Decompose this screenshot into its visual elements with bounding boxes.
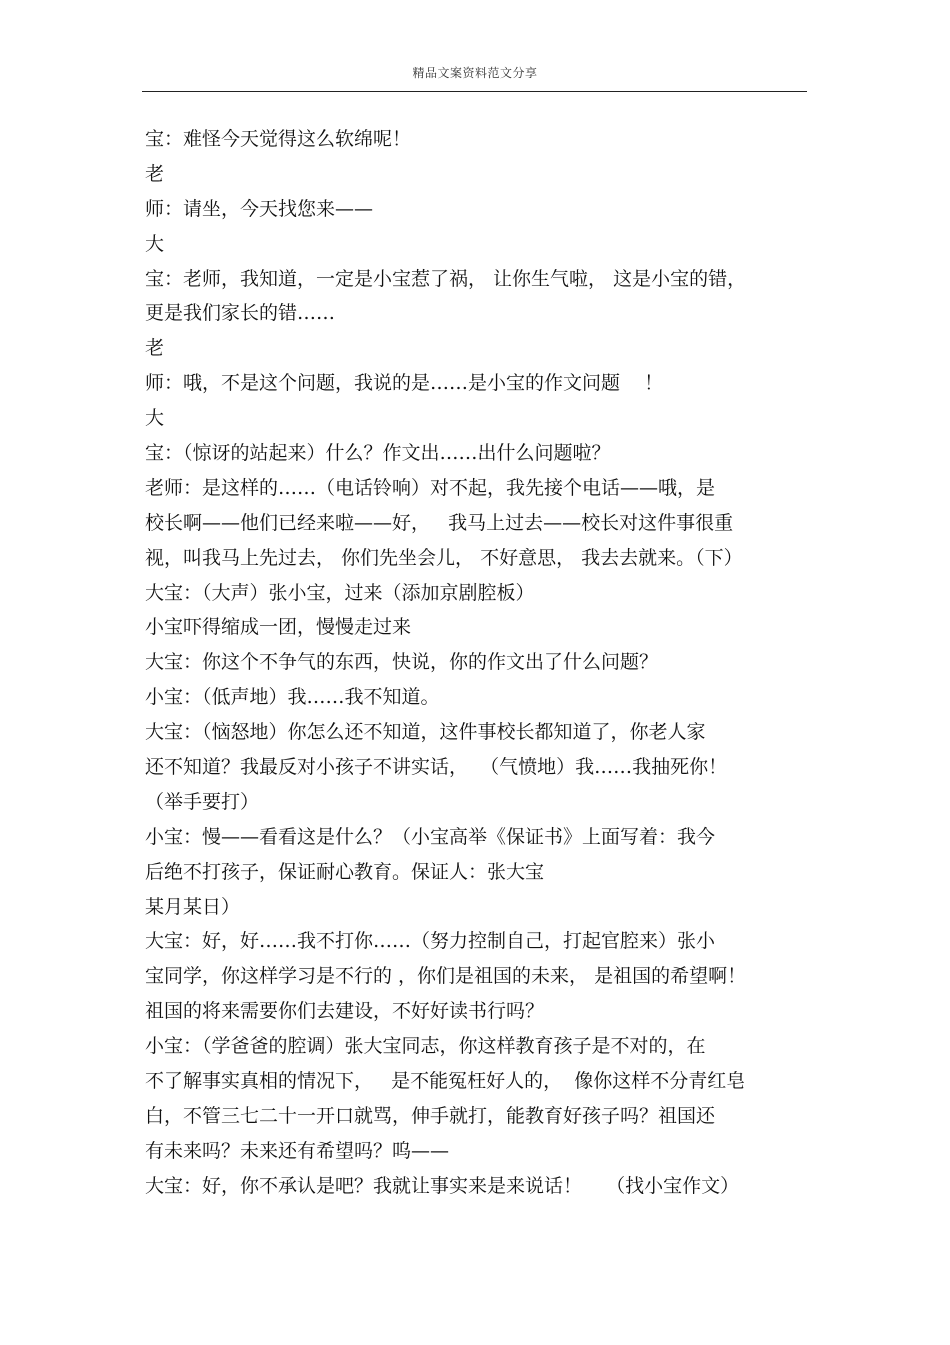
script-line: 某月某日）: [145, 895, 241, 918]
script-line: 宝同学，你这样学习是不行的 ，你们是祖国的未来， 是祖国的希望啊！: [145, 965, 747, 988]
script-line: 小宝：慢——看看这是什么？（小宝高举《保证书》上面写着：我今: [145, 825, 716, 848]
script-line: 老: [145, 337, 165, 360]
script-line: 老师：是这样的……（电话铃响）对不起，我先接个电话——哦，是: [145, 476, 716, 499]
script-line: 宝：（惊讶的站起来）什么？作文出……出什么问题啦？: [145, 442, 611, 465]
script-line: 大宝：好，你不承认是吧？我就让事实来是来说话！ （找小宝作文）: [145, 1174, 740, 1197]
script-line: 后绝不打孩子，保证耐心教育。保证人：张大宝: [145, 860, 545, 883]
script-line: 校长啊——他们已经来啦——好， 我马上过去——校长对这件事很重: [145, 511, 734, 534]
script-line: 宝：难怪今天觉得这么软绵呢！: [145, 128, 412, 150]
script-line: 有未来吗？未来还有希望吗？呜——: [145, 1139, 450, 1162]
script-line: 小宝吓得缩成一团，慢慢走过来: [145, 616, 412, 639]
script-line: 白，不管三七二十一开口就骂，伸手就打，能教育好孩子吗？祖国还: [145, 1104, 716, 1127]
page-header: 精品文案资料范文分享: [412, 66, 538, 80]
script-line: 大宝：好，好……我不打你……（努力控制自己，打起官腔来）张小: [145, 930, 716, 953]
script-line: 大: [145, 232, 165, 255]
script-line: 大: [145, 407, 165, 430]
script-line: 老: [145, 162, 165, 185]
script-line: 还不知道？我最反对小孩子不讲实话， （气愤地）我……我抽死你！: [145, 756, 728, 779]
script-line: （举手要打）: [145, 790, 260, 813]
header-rule: [142, 91, 807, 92]
script-line: 小宝：（学爸爸的腔调）张大宝同志，你这样教育孩子是不对的，在: [145, 1035, 706, 1058]
script-line: 宝：老师，我知道，一定是小宝惹了祸， 让你生气啦， 这是小宝的错，: [145, 267, 747, 290]
script-line: 视，叫我马上先过去， 你们先坐会儿， 不好意思， 我去去就来。（下）: [145, 546, 743, 569]
script-line: 大宝：（大声）张小宝，过来（添加京剧腔板）: [145, 581, 535, 604]
script-line: 师：请坐，今天找您来——: [145, 197, 374, 220]
script-line: 师：哦，不是这个问题，我说的是……是小宝的作文问题 ！: [145, 372, 664, 395]
script-line: 更是我们家长的错……: [145, 302, 336, 325]
script-line: 小宝：（低声地）我……我不知道。: [145, 686, 440, 709]
script-line: 不了解事实真相的情况下， 是不能冤枉好人的， 像你这样不分青红皂: [145, 1070, 746, 1093]
script-line: 大宝：你这个不争气的东西，快说，你的作文出了什么问题？: [145, 651, 659, 674]
script-body: [145, 127, 810, 1209]
script-line: 祖国的将来需要你们去建设，不好好读书行吗？: [145, 1000, 545, 1023]
script-line: 大宝：（恼怒地）你怎么还不知道，这件事校长都知道了，你老人家: [145, 721, 706, 744]
